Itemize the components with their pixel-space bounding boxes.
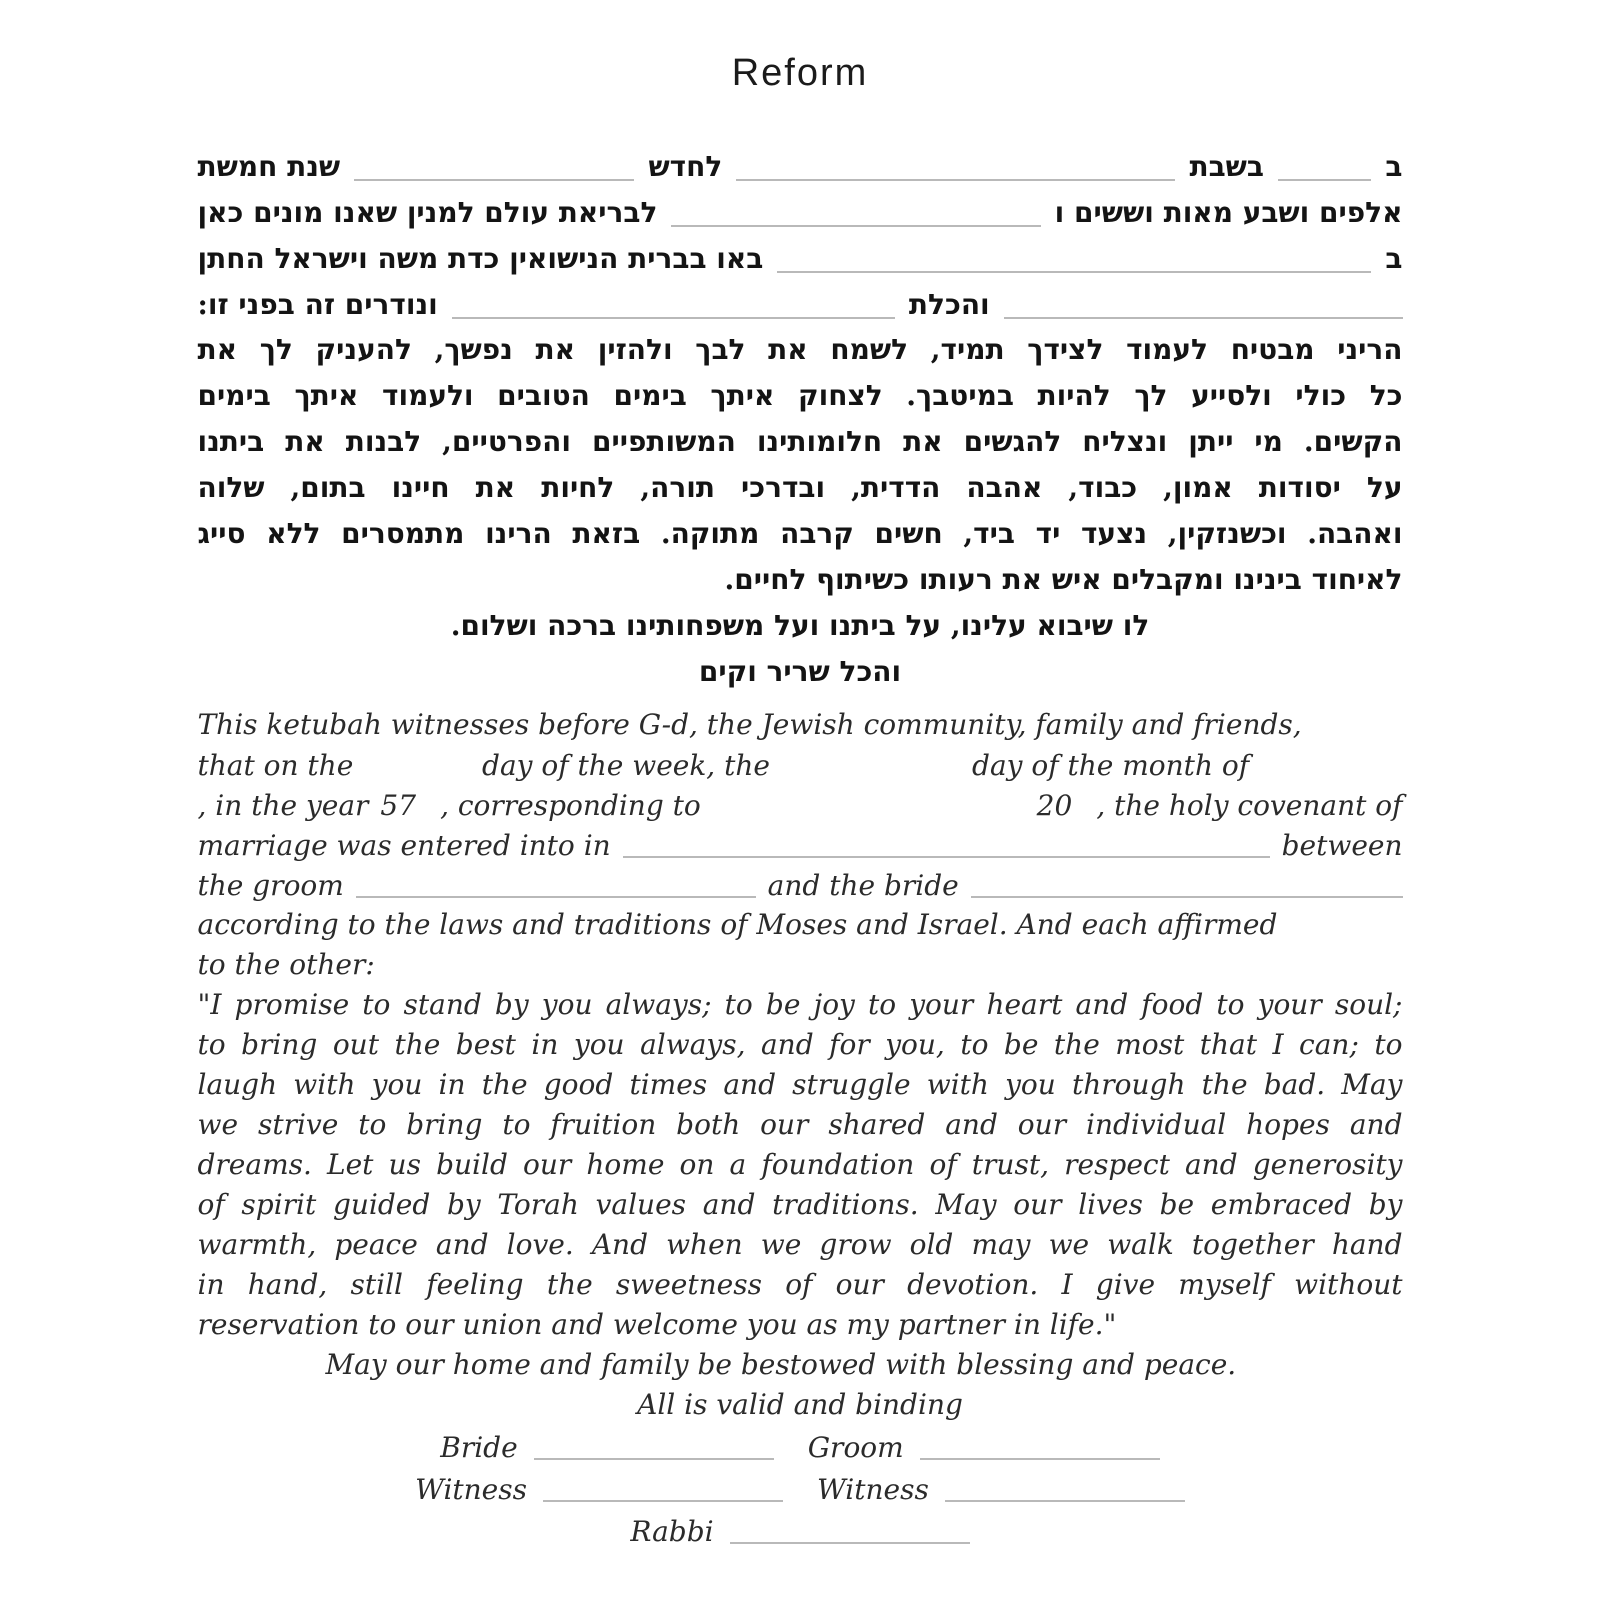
blank-hebrew-month-day <box>736 179 1175 181</box>
bride-label: Bride <box>440 1431 518 1464</box>
hebrew-prefix-in: ב <box>1385 242 1403 275</box>
english-year-text-2: , corresponding to <box>440 789 701 822</box>
english-promise-line: in hand, still feeling the sweetness of our devotion. I give myself without <box>197 1268 1403 1301</box>
english-place-text-2: between <box>1281 829 1403 862</box>
english-date-line <box>198 745 1403 785</box>
witness1-label: Witness <box>415 1473 527 1506</box>
english-place-text-1: marriage was entered into in <box>197 829 611 862</box>
hebrew-vow-line: לאיחוד בינינו ומקבלים איש את רעותו כשיתוף לחיים. <box>724 563 1403 596</box>
civil-year-prefix-value: 20 <box>1036 789 1073 822</box>
hebrew-vows-paragraph <box>198 327 1403 603</box>
english-section <box>198 705 1403 1551</box>
hebrew-vow-line: הקשים. מי ייתן ונצליח להגשים את חלומותינו המשותפיים והפרטיים, לבנות את ביתנו <box>197 425 1403 458</box>
hebrew-vow-line: על יסודות אמון, כבוד, אהבה הדדית, ובדרכי תורה, לחיות את חיינו בתום, שלוה <box>197 471 1403 504</box>
hebrew-word-lachodesh: לחדש <box>648 150 723 183</box>
english-promise-line: "I promise to stand by you always; to be joy to your heart and food to your soul; <box>197 988 1403 1021</box>
hebrew-word-beshabbat: בשבת <box>1189 150 1264 183</box>
hebrew-year-text-end: לבריאת עולם למנין שאנו מונים כאן <box>197 196 658 229</box>
hebrew-vow-line: ואהבה. וכשנזקין, נצעד יד ביד, חשים קרבה מתוקה. בזאת הרינו מתמסרים ללא סייג <box>197 517 1403 550</box>
hebrew-year-line <box>198 189 1403 235</box>
english-promise-line: of spirit guided by Torah values and traditions. May our lives be embraced by <box>197 1188 1403 1221</box>
english-names-line <box>198 865 1403 905</box>
english-promise-line: warmth, peace and love. And when we grow old may we walk together hand <box>197 1228 1403 1261</box>
hebrew-couple-line <box>198 281 1403 327</box>
english-intro-line: This ketubah witnesses before G-d, the Jewish community, family and friends, <box>197 708 1302 741</box>
blank-groom-signature <box>920 1458 1160 1460</box>
blank-english-bride-name <box>971 896 1403 898</box>
rabbi-label: Rabbi <box>630 1515 714 1548</box>
english-promise-line: to bring out the best in you always, and for you, to be the most that I can; to <box>197 1028 1403 1061</box>
hebrew-section <box>198 143 1403 695</box>
rabbi-signature-field <box>630 1513 969 1551</box>
blank-witness2-signature <box>945 1500 1185 1502</box>
english-groom-label: the groom <box>197 869 344 902</box>
witness1-signature-field <box>415 1471 783 1509</box>
english-year-text-3: , the holy covenant of <box>1096 789 1403 822</box>
blank-hebrew-city <box>777 271 1371 273</box>
blank-english-groom-name <box>356 896 756 898</box>
english-place-line <box>198 825 1403 865</box>
english-valid-line: All is valid and binding <box>637 1388 963 1421</box>
hebrew-word-vehakala: והכלת <box>908 288 990 321</box>
blank-rabbi-signature <box>730 1542 970 1544</box>
english-year-text-1: , in the year <box>197 789 369 822</box>
hebrew-year-prefix-value: 57 <box>380 789 417 822</box>
hebrew-word-shnat: שנת חמשת <box>197 150 341 183</box>
english-promise-line: laugh with you in the good times and struggle with you through the bad. May <box>197 1068 1403 1101</box>
blank-hebrew-bride-name <box>452 317 895 319</box>
blank-witness1-signature <box>543 1500 783 1502</box>
groom-signature-field <box>808 1429 1160 1467</box>
signature-row-couple <box>198 1425 1403 1467</box>
blank-hebrew-month-name <box>354 179 634 181</box>
blank-english-city <box>623 856 1270 858</box>
signature-row-witnesses <box>198 1467 1403 1509</box>
blank-hebrew-year <box>671 225 1040 227</box>
groom-label: Groom <box>807 1431 904 1464</box>
bride-signature-field <box>440 1429 773 1467</box>
blank-bride-signature <box>534 1458 774 1460</box>
hebrew-date-line <box>198 143 1403 189</box>
english-date-text-3: day of the month of <box>972 749 1250 782</box>
hebrew-place-line <box>198 235 1403 281</box>
english-year-line <box>198 785 1403 825</box>
witness2-signature-field <box>817 1471 1185 1509</box>
english-promise-line: dreams. Let us build our home on a foundation of trust, respect and generosity <box>197 1148 1403 1181</box>
english-promise-line: we strive to bring to fruition both our shared and our individual hopes and <box>197 1108 1403 1141</box>
hebrew-blessing-line: לו שיבוא עלינו, על ביתנו ועל משפחותינו ברכה ושלום. <box>450 609 1150 642</box>
english-date-text-2: day of the week, the <box>482 749 770 782</box>
blank-hebrew-week-day <box>1278 179 1371 181</box>
document-title: Reform <box>731 52 869 94</box>
hebrew-place-text: באו בברית הנישואין כדת משה וישראל החתן <box>197 242 764 275</box>
hebrew-vow-line: הריני מבטיח לעמוד לצידך תמיד, לשמח את לבך ולהזין את נפשך, להעניק לך את <box>197 333 1403 366</box>
english-laws-line: according to the laws and traditions of Moses and Israel. And each affirmed <box>197 908 1278 941</box>
english-bride-label: and the bride <box>767 869 959 902</box>
english-blessing-line: May our home and family be bestowed with blessing and peace. <box>325 1348 1237 1381</box>
hebrew-vow-line: כל כולי ולסייע לך להיות במיטבך. לצחוק איתך בימים הטובים ולעמוד איתך בימים <box>197 379 1403 412</box>
hebrew-year-text-start: אלפים ושבע מאות וששים ו <box>1054 196 1403 229</box>
signature-row-rabbi <box>198 1509 1403 1551</box>
hebrew-prefix-on: ב <box>1385 150 1403 183</box>
english-laws-line-2: to the other: <box>197 948 375 981</box>
english-promise-line: reservation to our union and welcome you as my partner in life." <box>197 1308 1117 1341</box>
english-date-text-1: that on the <box>197 749 354 782</box>
english-promise-paragraph <box>198 985 1403 1345</box>
hebrew-closing-line: והכל שריר וקים <box>698 655 902 688</box>
hebrew-word-venodrim: ונודרים זה בפני זו: <box>197 288 438 321</box>
witness2-label: Witness <box>817 1473 929 1506</box>
blank-hebrew-groom-name <box>1004 317 1403 319</box>
